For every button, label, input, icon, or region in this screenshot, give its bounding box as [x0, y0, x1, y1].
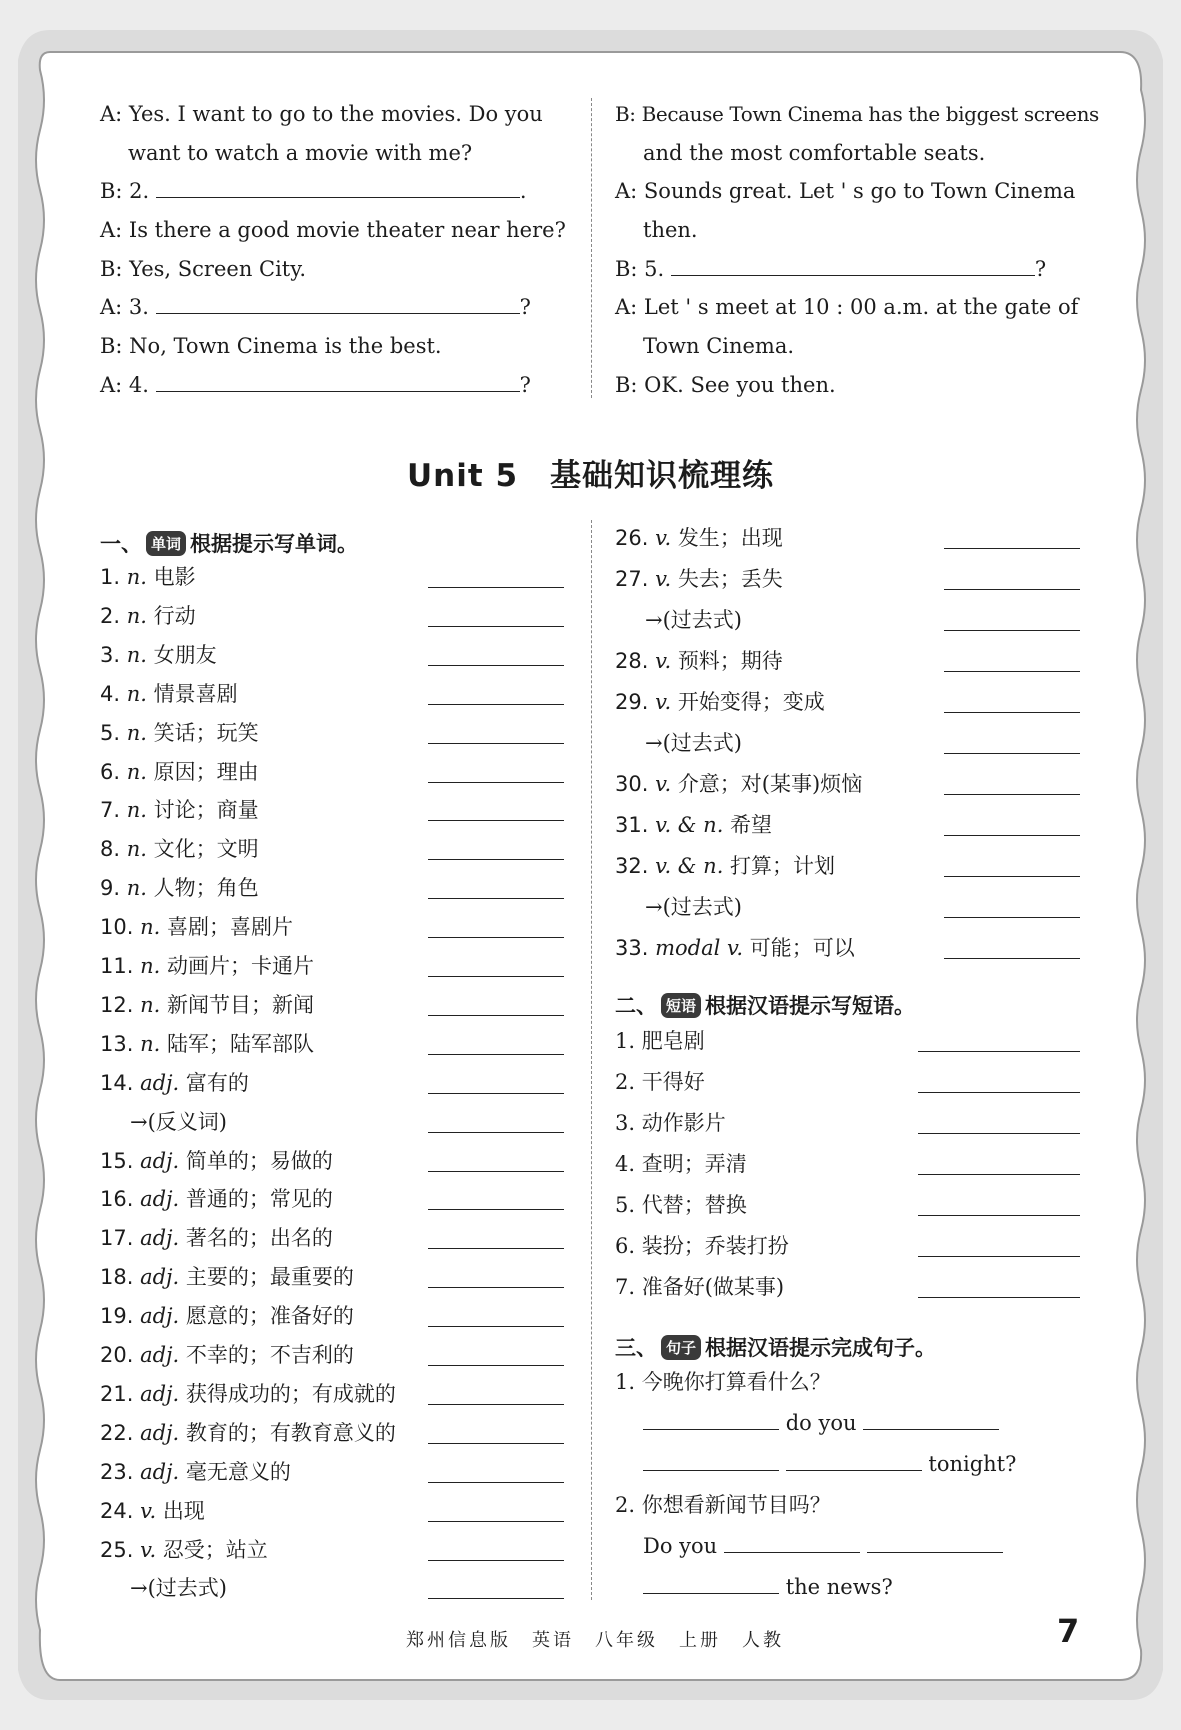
definition: 不幸的；不吉利的	[185, 1343, 354, 1367]
answer-blank[interactable]	[944, 917, 1080, 918]
answer-blank[interactable]	[918, 1092, 1080, 1093]
item-number: 33.	[615, 936, 656, 960]
answer-blank[interactable]	[156, 375, 520, 392]
part-of-speech: v. & n.	[655, 813, 731, 837]
item-number: 4.	[100, 681, 127, 706]
phrase-item: 4. 查明；弄清	[615, 1152, 747, 1176]
definition: 忍受；站立	[162, 1537, 268, 1562]
word-item	[100, 681, 238, 706]
answer-blank[interactable]	[428, 1248, 564, 1249]
item-number: 17.	[100, 1226, 141, 1251]
definition: 陆军；陆军部队	[166, 1031, 314, 1056]
definition: 愿意的；准备好的	[185, 1304, 354, 1329]
phrase-item: 3. 动作影片	[615, 1111, 726, 1135]
item-number: 8.	[100, 837, 127, 862]
answer-blank[interactable]	[428, 587, 564, 588]
item-number: 26.	[615, 526, 656, 550]
definition: →(过去式)	[130, 1576, 227, 1601]
item-number: 19.	[100, 1304, 141, 1329]
word-item	[100, 1189, 333, 1210]
word-item	[130, 1578, 227, 1599]
answer-blank[interactable]	[867, 1536, 1003, 1553]
item-number: 12.	[100, 992, 141, 1017]
sentence-line	[643, 1413, 999, 1434]
answer-blank[interactable]	[156, 297, 520, 314]
dialog-line	[615, 259, 1046, 280]
answer-blank[interactable]	[428, 1560, 564, 1561]
answer-blank[interactable]	[428, 626, 564, 627]
answer-blank[interactable]	[428, 1054, 564, 1055]
part-of-speech: n.	[140, 954, 167, 978]
dialog-line: then.	[643, 218, 698, 242]
answer-blank[interactable]	[428, 1093, 564, 1094]
answer-blank[interactable]	[428, 1521, 564, 1522]
answer-blank[interactable]	[428, 1287, 564, 1288]
item-number: 30.	[615, 772, 656, 796]
word-item	[645, 897, 742, 918]
definition: 笑话；玩笑	[153, 720, 259, 745]
item-number: 15.	[100, 1148, 141, 1173]
word-item	[615, 774, 862, 795]
item-number: 10.	[100, 915, 141, 940]
word-item	[615, 938, 855, 959]
definition: 主要的；最重要的	[185, 1265, 354, 1290]
answer-blank[interactable]	[428, 976, 564, 977]
word-item	[100, 878, 259, 899]
word-item	[100, 917, 293, 938]
answer-blank[interactable]	[428, 1171, 564, 1172]
definition: 行动	[153, 603, 196, 628]
answer-blank[interactable]	[643, 1577, 779, 1594]
definition: 可能；可以	[749, 936, 855, 960]
part-of-speech: n.	[126, 876, 154, 901]
word-item	[100, 1381, 396, 1406]
item-number: 3.	[100, 642, 127, 667]
definition: →(过去式)	[645, 608, 742, 632]
answer-blank[interactable]	[428, 704, 564, 705]
answer-blank[interactable]	[428, 743, 564, 744]
section-number: 三、	[615, 1336, 657, 1360]
definition: →(过去式)	[645, 731, 742, 755]
word-item	[100, 1031, 314, 1056]
section-number: 一、	[100, 532, 142, 556]
dialog-line	[100, 375, 531, 396]
word-item	[615, 692, 825, 713]
definition: 毫无意义的	[185, 1459, 291, 1484]
word-item	[100, 1345, 354, 1366]
answer-blank[interactable]	[428, 665, 564, 666]
dialog-label: B: 2.	[100, 179, 150, 203]
word-item	[100, 1267, 354, 1288]
definition: 教育的；有教育意义的	[185, 1420, 396, 1445]
word-item	[100, 1070, 249, 1095]
part-of-speech: v.	[655, 690, 678, 714]
answer-blank[interactable]	[944, 589, 1080, 590]
part-of-speech: adj.	[140, 1187, 186, 1212]
answer-blank[interactable]	[428, 1132, 564, 1133]
item-number: 20.	[100, 1343, 141, 1367]
item-number: 21.	[100, 1381, 141, 1406]
answer-blank[interactable]	[428, 1443, 564, 1444]
item-number: 23.	[100, 1459, 141, 1484]
punct: .	[519, 179, 527, 203]
part-of-speech: v.	[655, 526, 678, 550]
answer-blank[interactable]	[918, 1051, 1080, 1052]
dialog-line: A: Let ' s meet at 10 : 00 a.m. at the gate of	[615, 295, 1079, 319]
section-heading	[100, 528, 358, 558]
part-of-speech: n.	[126, 642, 154, 667]
item-number: 16.	[100, 1187, 141, 1212]
item-number: 22.	[100, 1420, 141, 1445]
definition: 情景喜剧	[153, 681, 238, 706]
sentence-line	[643, 1577, 893, 1598]
answer-blank[interactable]	[156, 181, 520, 198]
definition: 讨论；商量	[153, 798, 259, 823]
definition: 获得成功的；有成就的	[185, 1381, 396, 1406]
word-item	[615, 569, 783, 590]
part-of-speech: n.	[140, 1031, 167, 1056]
sentence-text: the news?	[785, 1575, 893, 1599]
part-of-speech: n.	[126, 759, 154, 784]
answer-blank[interactable]	[944, 753, 1080, 754]
answer-blank[interactable]	[428, 1209, 564, 1210]
answer-blank[interactable]	[643, 1413, 779, 1430]
word-item	[615, 815, 772, 836]
definition: 失去；丢失	[677, 567, 783, 591]
dialog-label: B: 5.	[615, 257, 665, 281]
dialog-line: A: Yes. I want to go to the movies. Do you	[100, 102, 543, 126]
answer-blank[interactable]	[918, 1256, 1080, 1257]
definition: 开始变得；变成	[677, 690, 825, 714]
part-of-speech: adj.	[140, 1070, 186, 1095]
phrase-item: 2. 干得好	[615, 1070, 705, 1094]
sentence-text: tonight?	[928, 1452, 1017, 1476]
part-of-speech: v.	[655, 567, 678, 591]
item-number: 18.	[100, 1265, 141, 1290]
answer-blank[interactable]	[428, 782, 564, 783]
part-of-speech: n.	[140, 915, 167, 940]
word-item	[100, 956, 314, 977]
word-item	[100, 1228, 333, 1249]
dialog-line: A: Sounds great. Let ' s go to Town Cinema	[615, 179, 1076, 203]
phrase-item: 6. 装扮；乔装打扮	[615, 1234, 789, 1258]
word-item	[100, 1420, 396, 1445]
item-number: 1.	[100, 565, 127, 589]
part-of-speech: modal v.	[655, 936, 750, 960]
part-of-speech: n.	[126, 837, 154, 862]
word-item	[615, 856, 835, 877]
answer-blank[interactable]	[944, 548, 1080, 549]
word-item	[130, 1109, 227, 1134]
answer-blank[interactable]	[428, 1598, 564, 1599]
section-tag: 句子	[661, 1335, 701, 1360]
sentence-prompt: 1. 今晚你打算看什么？	[615, 1370, 831, 1394]
part-of-speech: v.	[140, 1537, 163, 1562]
definition: →(过去式)	[645, 895, 742, 919]
punct: ?	[1034, 257, 1047, 281]
punct: ?	[519, 373, 531, 397]
word-item	[100, 1306, 354, 1327]
definition: 著名的；出名的	[185, 1226, 333, 1251]
column-divider	[591, 520, 592, 1600]
dialog-line	[100, 297, 531, 318]
answer-blank[interactable]	[918, 1297, 1080, 1298]
word-item	[100, 839, 259, 860]
answer-blank[interactable]	[428, 1326, 564, 1327]
answer-blank[interactable]	[428, 1482, 564, 1483]
answer-blank[interactable]	[428, 1365, 564, 1366]
answer-blank[interactable]	[671, 259, 1035, 276]
section-text: 根据汉语提示完成句子。	[705, 1336, 937, 1360]
dialog-label: A: 4.	[100, 373, 149, 397]
definition: 介意；对(某事)烦恼	[677, 772, 863, 796]
definition: 预料；期待	[677, 649, 783, 673]
item-number: 24.	[100, 1498, 141, 1523]
item-number: 31.	[615, 813, 656, 837]
dialog-line: B: Because Town Cinema has the biggest screens	[615, 102, 1099, 126]
item-number: 6.	[100, 759, 127, 784]
definition: 动画片；卡通片	[166, 954, 314, 978]
part-of-speech: adj.	[140, 1148, 186, 1173]
dialog-line: B: Yes, Screen City.	[100, 257, 306, 281]
column-divider	[591, 98, 592, 398]
item-number: 27.	[615, 567, 656, 591]
word-item	[615, 651, 783, 672]
part-of-speech: v. & n.	[655, 854, 731, 878]
answer-blank[interactable]	[944, 794, 1080, 795]
word-item	[100, 567, 196, 588]
sentence-prompt: 2. 你想看新闻节目吗？	[615, 1493, 831, 1517]
definition: 原因；理由	[153, 759, 259, 784]
part-of-speech: adj.	[140, 1420, 186, 1445]
section-tag: 单词	[146, 531, 186, 556]
item-number: 11.	[100, 954, 141, 978]
word-item	[645, 610, 742, 631]
section-heading	[615, 1332, 936, 1362]
definition: 希望	[730, 813, 773, 837]
phrase-item: 1. 肥皂剧	[615, 1029, 705, 1053]
part-of-speech: n.	[126, 798, 154, 823]
word-item	[615, 528, 783, 549]
word-item	[100, 1498, 205, 1523]
definition: 新闻节目；新闻	[166, 992, 314, 1017]
section-text: 根据汉语提示写短语。	[705, 994, 916, 1018]
answer-blank[interactable]	[643, 1454, 779, 1471]
word-item	[100, 1148, 333, 1173]
answer-blank[interactable]	[863, 1413, 999, 1430]
sentence-text: Do you	[643, 1534, 718, 1558]
sentence-text: do you	[785, 1411, 857, 1435]
part-of-speech: adj.	[140, 1304, 186, 1329]
definition: 喜剧；喜剧片	[166, 915, 293, 940]
dialog-label: A: 3.	[100, 295, 149, 319]
dialog-line	[100, 181, 527, 202]
section-heading	[615, 990, 915, 1020]
word-item	[100, 642, 217, 667]
definition: 打算；计划	[730, 854, 836, 878]
definition: 出现	[162, 1498, 205, 1523]
answer-blank[interactable]	[428, 820, 564, 821]
item-number: 2.	[100, 603, 127, 628]
answer-blank[interactable]	[944, 712, 1080, 713]
answer-blank[interactable]	[428, 1404, 564, 1405]
section-tag: 短语	[661, 993, 701, 1018]
dialog-line: Town Cinema.	[643, 334, 795, 358]
item-number: 13.	[100, 1031, 141, 1056]
definition: 电影	[153, 565, 196, 589]
sentence-line	[643, 1454, 1016, 1475]
part-of-speech: v.	[655, 649, 678, 673]
dialog-line: A: Is there a good movie theater near here?	[100, 218, 566, 242]
dialog-line: want to watch a movie with me?	[128, 141, 473, 165]
part-of-speech: adj.	[140, 1381, 186, 1406]
word-item	[100, 1459, 291, 1484]
answer-blank[interactable]	[944, 630, 1080, 631]
definition: 人物；角色	[153, 876, 259, 901]
definition: 富有的	[185, 1070, 249, 1095]
phrase-item: 5. 代替；替换	[615, 1193, 747, 1217]
answer-blank[interactable]	[918, 1174, 1080, 1175]
part-of-speech: v.	[140, 1498, 163, 1523]
part-of-speech: v.	[655, 772, 678, 796]
definition: 文化；文明	[153, 837, 259, 862]
part-of-speech: n.	[126, 565, 154, 589]
word-item	[100, 992, 314, 1017]
answer-blank[interactable]	[428, 1015, 564, 1016]
answer-blank[interactable]	[428, 937, 564, 938]
part-of-speech: adj.	[140, 1343, 186, 1367]
item-number: 29.	[615, 690, 656, 714]
answer-blank[interactable]	[428, 898, 564, 899]
answer-blank[interactable]	[944, 835, 1080, 836]
word-item	[100, 759, 259, 784]
punct: ?	[519, 295, 531, 319]
item-number: 9.	[100, 876, 127, 901]
item-number: 32.	[615, 854, 656, 878]
word-item	[100, 720, 259, 745]
definition: →(反义词)	[130, 1109, 227, 1134]
page-title: Unit 5 基础知识梳理练	[406, 458, 775, 494]
definition: 女朋友	[153, 642, 217, 667]
part-of-speech: adj.	[140, 1459, 186, 1484]
item-number: 7.	[100, 798, 127, 823]
definition: 普通的；常见的	[185, 1187, 333, 1212]
answer-blank[interactable]	[918, 1215, 1080, 1216]
sentence-line	[643, 1536, 1003, 1557]
section-number: 二、	[615, 994, 657, 1018]
word-item	[100, 603, 196, 628]
definition: 发生；出现	[677, 526, 783, 550]
answer-blank[interactable]	[786, 1454, 922, 1471]
definition: 简单的；易做的	[185, 1148, 333, 1173]
word-item	[100, 800, 259, 821]
page-number: 7	[1057, 1612, 1080, 1650]
part-of-speech: n.	[126, 603, 154, 628]
answer-blank[interactable]	[918, 1133, 1080, 1134]
item-number: 28.	[615, 649, 656, 673]
word-item	[645, 733, 742, 754]
answer-blank[interactable]	[944, 671, 1080, 672]
answer-blank[interactable]	[944, 958, 1080, 959]
word-item	[100, 1537, 268, 1562]
dialog-line: and the most comfortable seats.	[643, 141, 986, 165]
dialog-line: B: No, Town Cinema is the best.	[100, 334, 442, 358]
item-number: 5.	[100, 720, 127, 745]
answer-blank[interactable]	[428, 859, 564, 860]
part-of-speech: n.	[126, 720, 154, 745]
footer-text: 郑州信息版 英语 八年级 上册 人教	[406, 1630, 784, 1651]
part-of-speech: n.	[140, 992, 167, 1017]
section-text: 根据提示写单词。	[190, 532, 359, 556]
part-of-speech: adj.	[140, 1265, 186, 1290]
item-number: 25.	[100, 1537, 141, 1562]
item-number: 14.	[100, 1070, 141, 1095]
dialog-line: B: OK. See you then.	[615, 373, 836, 397]
phrase-item: 7. 准备好(做某事)	[615, 1275, 785, 1299]
answer-blank[interactable]	[724, 1536, 860, 1553]
part-of-speech: n.	[126, 681, 154, 706]
answer-blank[interactable]	[944, 876, 1080, 877]
part-of-speech: adj.	[140, 1226, 186, 1251]
